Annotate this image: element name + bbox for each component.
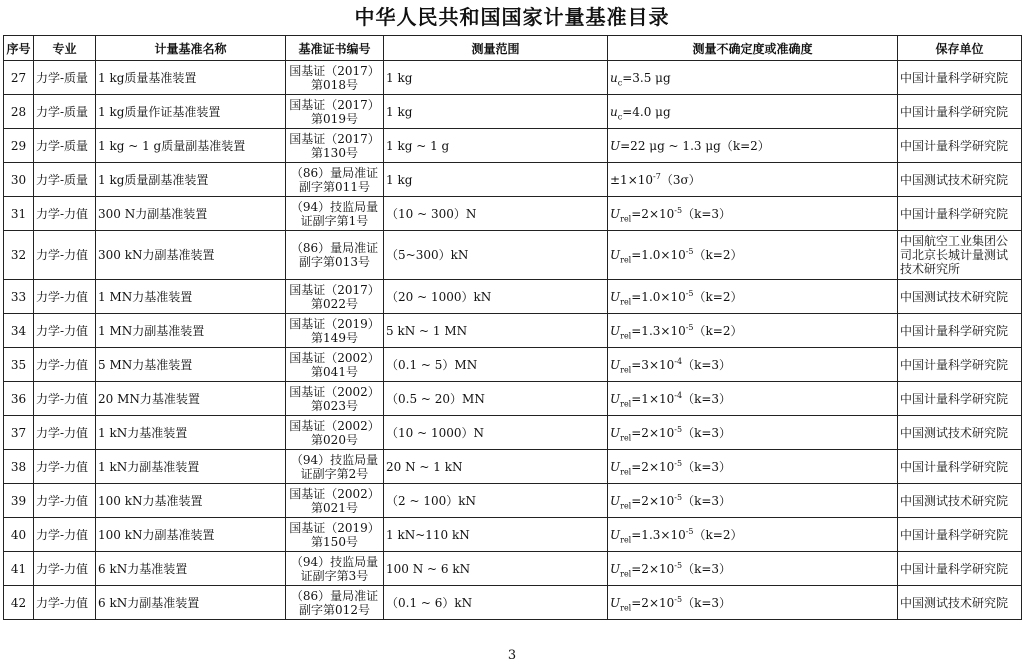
- cell-name: 5 MN力基准装置: [96, 348, 286, 382]
- cell-org: 中国计量科学研究院: [898, 382, 1022, 416]
- uncertainty-symbol: U: [610, 206, 621, 221]
- uncertainty-value: =3×10: [631, 357, 675, 372]
- cell-org: 中国计量科学研究院: [898, 348, 1022, 382]
- uncertainty-symbol: U: [610, 357, 621, 372]
- cell-uncertainty: [608, 484, 898, 518]
- uncertainty-symbol: u: [610, 104, 618, 119]
- cell-no: 40: [4, 518, 34, 552]
- cell-range: 20 N ~ 1 kN: [384, 450, 608, 484]
- cell-uncertainty: [608, 382, 898, 416]
- cell-field: 力学-质量: [34, 163, 96, 197]
- cell-cert: 国基证（2002）第041号: [286, 348, 384, 382]
- cell-uncertainty: [608, 552, 898, 586]
- cell-range: 1 kg: [384, 163, 608, 197]
- cell-org: 中国计量科学研究院: [898, 450, 1022, 484]
- uncertainty-subscript: c: [617, 111, 623, 121]
- cell-field: 力学-力值: [34, 552, 96, 586]
- cell-no: 35: [4, 348, 34, 382]
- uncertainty-value: =2×10: [631, 493, 675, 508]
- cell-field: 力学-质量: [34, 129, 96, 163]
- cell-cert: （94）技监局量证副字第2号: [286, 450, 384, 484]
- cell-field: 力学-力值: [34, 416, 96, 450]
- uncertainty-coverage: （k=2）: [693, 323, 743, 338]
- cell-name: 300 kN力副基准装置: [96, 231, 286, 280]
- uncertainty-exponent: -5: [674, 492, 683, 502]
- cell-no: 28: [4, 95, 34, 129]
- cell-name: 100 kN力副基准装置: [96, 518, 286, 552]
- uncertainty-value: =2×10: [631, 561, 675, 576]
- header-org: 保存单位: [898, 36, 1022, 61]
- page-number: 3: [507, 648, 517, 663]
- cell-name: 6 kN力基准装置: [96, 552, 286, 586]
- cell-uncertainty: [608, 450, 898, 484]
- table-row: [4, 552, 1022, 586]
- uncertainty-coverage: k=2）: [732, 138, 770, 153]
- cell-no: 41: [4, 552, 34, 586]
- cell-field: 力学-力值: [34, 450, 96, 484]
- cell-range: （10 ~ 300）N: [384, 197, 608, 231]
- cell-cert: （94）技监局量证副字第1号: [286, 197, 384, 231]
- cell-no: 37: [4, 416, 34, 450]
- cell-range: 1 kg: [384, 61, 608, 95]
- table-row: [4, 197, 1022, 231]
- uncertainty-coverage: （k=3）: [682, 425, 732, 440]
- uncertainty-value: =2×10: [631, 425, 675, 440]
- cell-name: 1 kg质量作证基准装置: [96, 95, 286, 129]
- cell-no: 42: [4, 586, 34, 620]
- cell-name: 1 kg质量副基准装置: [96, 163, 286, 197]
- uncertainty-exponent: -5: [674, 205, 683, 215]
- cell-name: 6 kN力副基准装置: [96, 586, 286, 620]
- uncertainty-symbol: U: [610, 248, 621, 262]
- cell-cert: 国基证（2019）第149号: [286, 314, 384, 348]
- cell-range: （5~300）kN: [384, 231, 608, 280]
- uncertainty-coverage: （k=2）: [693, 248, 743, 262]
- table-row: [4, 348, 1022, 382]
- uncertainty-subscript: rel: [620, 296, 632, 306]
- uncertainty-exponent: -5: [685, 288, 694, 298]
- table-row: [4, 95, 1022, 129]
- cell-name: 20 MN力基准装置: [96, 382, 286, 416]
- cell-cert: （94）技监局量证副字第3号: [286, 552, 384, 586]
- uncertainty-subscript: rel: [620, 213, 632, 223]
- uncertainty-symbol: U: [610, 138, 621, 153]
- uncertainty-value: =2×10: [631, 459, 675, 474]
- cell-range: （10 ~ 1000）N: [384, 416, 608, 450]
- cell-cert: 国基证（2019）第150号: [286, 518, 384, 552]
- cell-org: 中国计量科学研究院: [898, 61, 1022, 95]
- uncertainty-symbol: U: [610, 561, 621, 576]
- cell-uncertainty: [608, 231, 898, 280]
- uncertainty-exponent: -4: [674, 390, 683, 400]
- header-cert: 基准证书编号: [286, 36, 384, 61]
- uncertainty-subscript: c: [617, 77, 623, 87]
- table-row: [4, 61, 1022, 95]
- cell-uncertainty: [608, 280, 898, 314]
- cell-uncertainty: [608, 163, 898, 197]
- cell-org: 中国计量科学研究院: [898, 197, 1022, 231]
- uncertainty-value: =1.3×10: [631, 323, 686, 338]
- cell-uncertainty: [608, 61, 898, 95]
- uncertainty-coverage: （k=3）: [682, 561, 732, 576]
- uncertainty-subscript: rel: [620, 364, 632, 374]
- cell-cert: 国基证（2002）第021号: [286, 484, 384, 518]
- uncertainty-symbol: u: [610, 70, 618, 85]
- uncertainty-symbol: U: [610, 289, 621, 304]
- cell-org: 中国测试技术研究院: [898, 416, 1022, 450]
- table-row: [4, 416, 1022, 450]
- cell-cert: 国基证（2017）第022号: [286, 280, 384, 314]
- uncertainty-exponent: -5: [685, 247, 694, 256]
- uncertainty-subscript: rel: [620, 568, 632, 578]
- header-field: 专业: [34, 36, 96, 61]
- cell-field: 力学-质量: [34, 61, 96, 95]
- uncertainty-subscript: rel: [620, 398, 632, 408]
- uncertainty-exponent: -5: [685, 526, 694, 536]
- uncertainty-coverage: （k=3）: [682, 459, 732, 474]
- cell-org: 中国航空工业集团公司北京长城计量测试技术研究所: [898, 231, 1022, 280]
- table-row: [4, 450, 1022, 484]
- cell-no: 30: [4, 163, 34, 197]
- uncertainty-exponent: -5: [674, 594, 683, 604]
- cell-uncertainty: [608, 416, 898, 450]
- cell-name: 1 MN力副基准装置: [96, 314, 286, 348]
- cell-uncertainty: [608, 348, 898, 382]
- cell-name: 1 kg质量基准装置: [96, 61, 286, 95]
- uncertainty-value: =1.0×10: [631, 289, 686, 304]
- cell-range: （0.1 ~ 6）kN: [384, 586, 608, 620]
- cell-range: 5 kN ~ 1 MN: [384, 314, 608, 348]
- uncertainty-subscript: rel: [620, 534, 632, 544]
- cell-no: 29: [4, 129, 34, 163]
- uncertainty-subscript: rel: [620, 466, 632, 476]
- cell-range: （20 ~ 1000）kN: [384, 280, 608, 314]
- cell-org: 中国计量科学研究院: [898, 314, 1022, 348]
- uncertainty-exponent: -7: [653, 171, 661, 181]
- cell-cert: 国基证（2002）第020号: [286, 416, 384, 450]
- cell-no: 27: [4, 61, 34, 95]
- uncertainty-subscript: rel: [620, 330, 632, 340]
- cell-cert: 国基证（2017）第018号: [286, 61, 384, 95]
- cell-cert: （86）量局准证副字第013号: [286, 231, 384, 280]
- cell-no: 33: [4, 280, 34, 314]
- cell-name: 100 kN力基准装置: [96, 484, 286, 518]
- table-row: [4, 382, 1022, 416]
- cell-cert: 国基证（2017）第130号: [286, 129, 384, 163]
- header-no: 序号: [4, 36, 34, 61]
- uncertainty-coverage: （k=3）: [682, 595, 732, 610]
- header-uncertainty: 测量不确定度或准确度: [608, 36, 898, 61]
- uncertainty-coverage: （k=3）: [682, 391, 732, 406]
- cell-org: 中国测试技术研究院: [898, 280, 1022, 314]
- uncertainty-value: =3.5 μg: [622, 70, 671, 85]
- cell-field: 力学-力值: [34, 382, 96, 416]
- uncertainty-value: =2×10: [631, 206, 675, 221]
- uncertainty-value: =22 μg ~ 1.3 μg（: [620, 138, 733, 153]
- cell-org: 中国计量科学研究院: [898, 129, 1022, 163]
- cell-name: 1 kg ~ 1 g质量副基准装置: [96, 129, 286, 163]
- cell-field: 力学-力值: [34, 280, 96, 314]
- cell-range: （0.1 ~ 5）MN: [384, 348, 608, 382]
- uncertainty-coverage: （k=3）: [682, 357, 732, 372]
- cell-uncertainty: [608, 518, 898, 552]
- cell-no: 39: [4, 484, 34, 518]
- table-row: [4, 586, 1022, 620]
- cell-field: 力学-力值: [34, 348, 96, 382]
- table-row: [4, 314, 1022, 348]
- uncertainty-value: =2×10: [631, 595, 675, 610]
- uncertainty-symbol: U: [610, 391, 621, 406]
- cell-cert: 国基证（2002）第023号: [286, 382, 384, 416]
- cell-org: 中国测试技术研究院: [898, 163, 1022, 197]
- uncertainty-exponent: -5: [674, 424, 683, 434]
- standards-table: [3, 35, 1022, 620]
- uncertainty-coverage: （3σ）: [660, 172, 701, 187]
- cell-uncertainty: [608, 314, 898, 348]
- uncertainty-symbol: U: [610, 425, 621, 440]
- cell-no: 32: [4, 231, 34, 280]
- header-range: 测量范围: [384, 36, 608, 61]
- cell-org: 中国计量科学研究院: [898, 95, 1022, 129]
- uncertainty-coverage: （k=2）: [693, 289, 743, 304]
- cell-range: （0.5 ~ 20）MN: [384, 382, 608, 416]
- uncertainty-coverage: （k=3）: [682, 206, 732, 221]
- cell-no: 38: [4, 450, 34, 484]
- table-row: [4, 280, 1022, 314]
- cell-org: 中国计量科学研究院: [898, 518, 1022, 552]
- cell-no: 34: [4, 314, 34, 348]
- cell-uncertainty: [608, 95, 898, 129]
- cell-org: 中国测试技术研究院: [898, 586, 1022, 620]
- cell-name: 300 N力副基准装置: [96, 197, 286, 231]
- uncertainty-coverage: （k=3）: [682, 493, 732, 508]
- uncertainty-symbol: U: [610, 527, 621, 542]
- cell-range: 1 kg ~ 1 g: [384, 129, 608, 163]
- uncertainty-value: =1.0×10: [631, 248, 686, 262]
- cell-field: 力学-力值: [34, 586, 96, 620]
- cell-range: 1 kN~110 kN: [384, 518, 608, 552]
- uncertainty-exponent: -4: [674, 356, 683, 366]
- cell-field: 力学-力值: [34, 231, 96, 280]
- uncertainty-exponent: -5: [685, 322, 694, 332]
- cell-field: 力学-力值: [34, 518, 96, 552]
- uncertainty-subscript: rel: [620, 602, 632, 612]
- uncertainty-symbol: U: [610, 459, 621, 474]
- cell-field: 力学-质量: [34, 95, 96, 129]
- cell-name: 1 kN力副基准装置: [96, 450, 286, 484]
- uncertainty-value: =1×10: [631, 391, 675, 406]
- table-row: [4, 484, 1022, 518]
- cell-field: 力学-力值: [34, 197, 96, 231]
- table-header-row: [4, 36, 1022, 61]
- cell-name: 1 MN力基准装置: [96, 280, 286, 314]
- cell-range: 1 kg: [384, 95, 608, 129]
- uncertainty-subscript: rel: [620, 255, 632, 265]
- table-row: [4, 231, 1022, 280]
- uncertainty-symbol: U: [610, 595, 621, 610]
- cell-name: 1 kN力基准装置: [96, 416, 286, 450]
- header-name: 计量基准名称: [96, 36, 286, 61]
- cell-uncertainty: [608, 197, 898, 231]
- uncertainty-coverage: （k=2）: [693, 527, 743, 542]
- uncertainty-symbol: U: [610, 493, 621, 508]
- uncertainty-value: =4.0 μg: [622, 104, 671, 119]
- page-title: 中华人民共和国国家计量基准目录: [354, 5, 670, 29]
- uncertainty-subscript: rel: [620, 432, 632, 442]
- cell-no: 31: [4, 197, 34, 231]
- uncertainty-symbol: U: [610, 323, 621, 338]
- table-row: [4, 518, 1022, 552]
- cell-field: 力学-力值: [34, 484, 96, 518]
- cell-org: 中国测试技术研究院: [898, 484, 1022, 518]
- uncertainty-value: =1.3×10: [631, 527, 686, 542]
- cell-cert: （86）量局准证副字第011号: [286, 163, 384, 197]
- cell-org: 中国计量科学研究院: [898, 552, 1022, 586]
- cell-field: 力学-力值: [34, 314, 96, 348]
- uncertainty-exponent: -5: [674, 560, 683, 570]
- uncertainty-subscript: rel: [620, 500, 632, 510]
- cell-uncertainty: [608, 129, 898, 163]
- table-row: [4, 163, 1022, 197]
- cell-cert: （86）量局准证副字第012号: [286, 586, 384, 620]
- uncertainty-exponent: -5: [674, 458, 683, 468]
- cell-no: 36: [4, 382, 34, 416]
- cell-range: （2 ~ 100）kN: [384, 484, 608, 518]
- cell-range: 100 N ~ 6 kN: [384, 552, 608, 586]
- table-row: [4, 129, 1022, 163]
- uncertainty-value: ±1×10: [610, 172, 654, 187]
- cell-uncertainty: [608, 586, 898, 620]
- cell-cert: 国基证（2017）第019号: [286, 95, 384, 129]
